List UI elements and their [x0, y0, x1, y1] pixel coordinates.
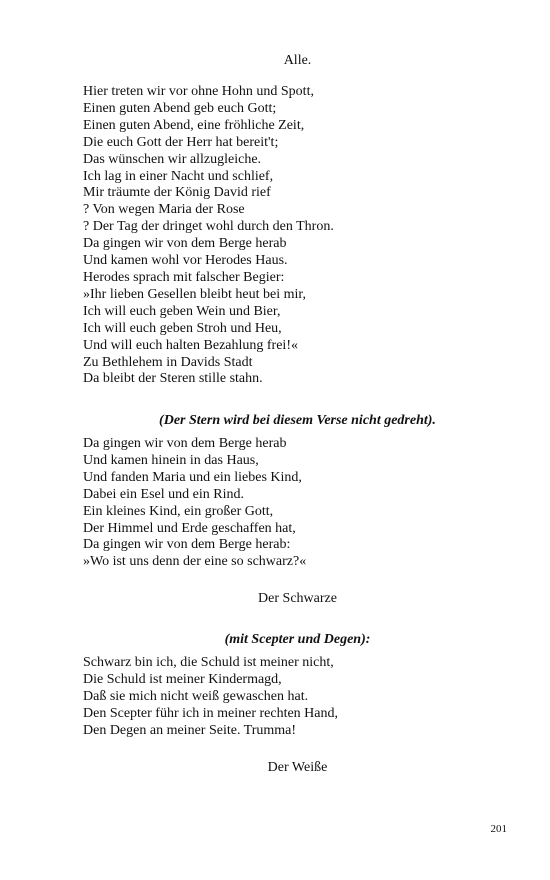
- verse-line: Zu Bethlehem in Davids Stadt: [83, 354, 253, 370]
- verse-line: Und kamen hinein in das Haus,: [83, 452, 259, 468]
- verse-line: Den Scepter führ ich in meiner rechten Hand,: [83, 705, 339, 721]
- verse-line: Das wünschen wir allzugleiche.: [83, 151, 262, 167]
- stage-direction-stern: (Der Stern wird bei diesem Verse nicht gedreht).: [159, 413, 436, 428]
- verse-line: Und fanden Maria und ein liebes Kind,: [83, 469, 302, 485]
- verse-line: Mir träumte der König David rief: [83, 185, 271, 201]
- verse-line: Dabei ein Esel und ein Rind.: [83, 486, 244, 502]
- verse-line: Hier treten wir vor ohne Hohn und Spott,: [83, 84, 314, 99]
- verse-line: Da bleibt der Steren stille stahn.: [83, 371, 263, 387]
- verse-line: Die Schuld ist meiner Kindermagd,: [83, 671, 282, 687]
- verse-line: Da gingen wir von dem Berge herab:: [83, 537, 291, 553]
- verse-line: Da gingen wir von dem Berge herab: [83, 436, 287, 451]
- stage-direction-scepter: (mit Scepter und Degen):: [224, 632, 371, 647]
- verse-line: Einen guten Abend geb euch Gott;: [83, 100, 277, 116]
- verse-line: »Ihr lieben Gesellen bleibt heut bei mir,: [83, 286, 306, 302]
- speaker-weisse: Der Weiße: [267, 760, 328, 775]
- verse-line: »Wo ist uns denn der eine so schwarz?«: [83, 554, 307, 570]
- verse-line: ? Von wegen Maria der Rose: [83, 202, 245, 218]
- page-number: 201: [490, 823, 507, 835]
- speaker-schwarze: Der Schwarze: [258, 591, 337, 606]
- verse-line: Der Himmel und Erde geschaffen hat,: [83, 520, 296, 536]
- verse-line: Ich will euch geben Wein und Bier,: [83, 303, 281, 319]
- speaker-alle: Alle.: [283, 53, 312, 68]
- verse-line: Daß sie mich nicht weiß gewaschen hat.: [83, 688, 309, 704]
- verse-line: Einen guten Abend, eine fröhliche Zeit,: [83, 117, 305, 133]
- verse-line: Und kamen wohl vor Herodes Haus.: [83, 253, 288, 269]
- verse-line: ? Der Tag der dringet wohl durch den Thron.: [83, 219, 334, 235]
- stanza-2: [83, 436, 306, 571]
- verse-line: Schwarz bin ich, die Schuld ist meiner nicht,: [83, 655, 334, 670]
- verse-line: Und will euch halten Bezahlung frei!«: [83, 337, 298, 353]
- verse-line: Ein kleines Kind, ein großer Gott,: [83, 503, 274, 519]
- verse-line: Ich lag in einer Nacht und schlief,: [83, 168, 274, 184]
- verse-line: Den Degen an meiner Seite. Trumma!: [83, 722, 297, 738]
- verse-line: Ich will euch geben Stroh und Heu,: [83, 320, 282, 336]
- verse-line: Die euch Gott der Herr hat bereit't;: [83, 134, 279, 150]
- stanza-3: [83, 655, 338, 740]
- stanza-1: [83, 84, 334, 388]
- verse-line: Herodes sprach mit falscher Begier:: [83, 269, 285, 285]
- verse-line: Da gingen wir von dem Berge herab: [83, 236, 287, 252]
